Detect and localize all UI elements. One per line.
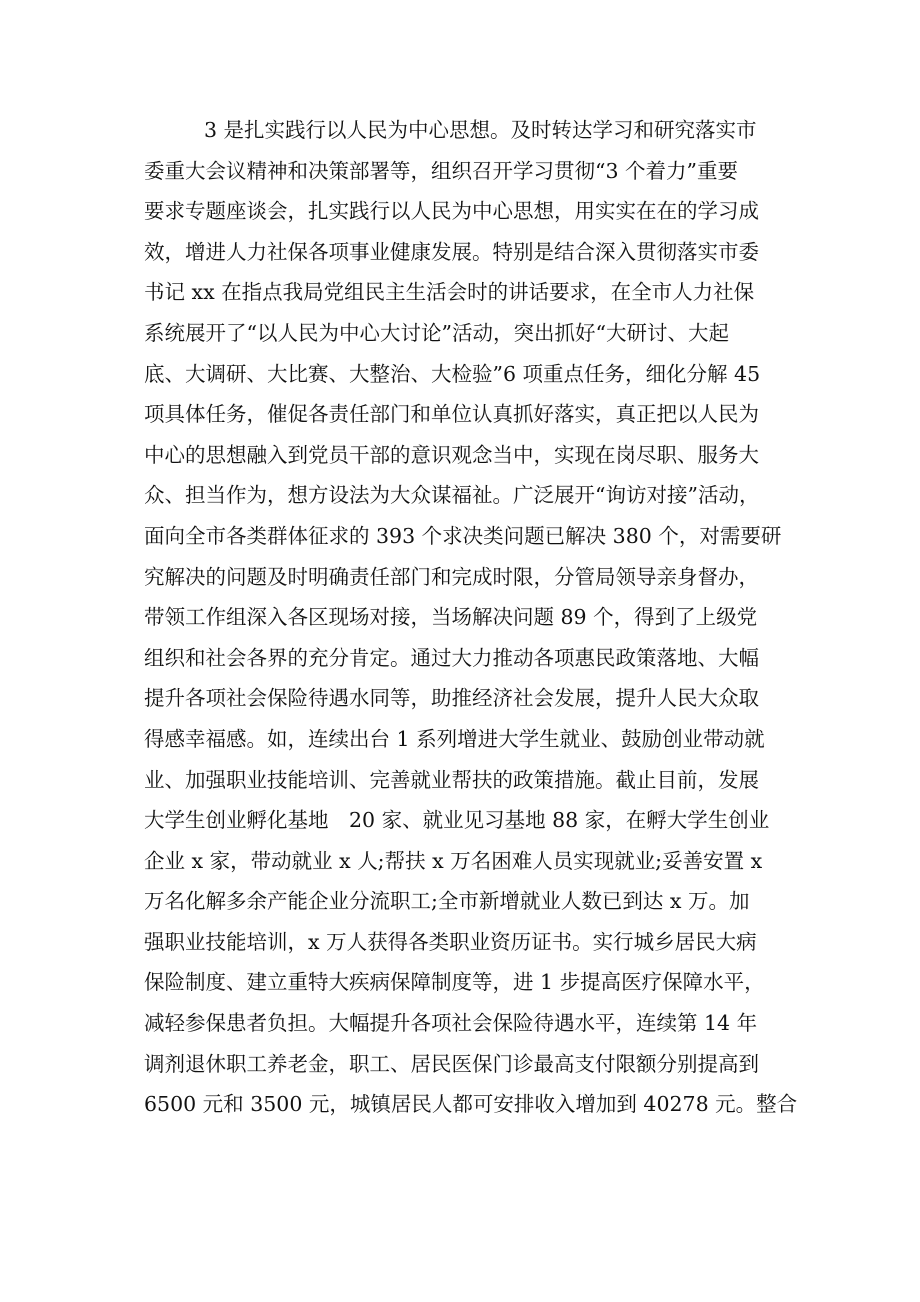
paragraph-line: 企业 x 家，带动就业 x 人;帮扶 x 万名困难人员实现就业;妥善安置 x (144, 848, 763, 873)
paragraph-line: 底、大调研、大比赛、大整治、大检验”6 项重点任务，细化分解 45 (144, 361, 761, 386)
paragraph-line: 效，增进人力社保各项事业健康发展。特别是结合深入贯彻落实市委 (144, 239, 759, 264)
paragraph-line: 面向全市各类群体征求的 393 个求决类问题已解决 380 个，对需要研 (144, 523, 782, 548)
paragraph-line: 众、担当作为，想方设法为大众谋福祉。广泛展开“询访对接”活动， (144, 483, 760, 508)
paragraph-line: 项具体任务，催促各责任部门和单位认真抓好落实，真正把以人民为 (144, 402, 759, 427)
paragraph-line: 中心的思想融入到党员干部的意识观念当中，实现在岗尽职、服务大 (144, 442, 759, 467)
paragraph-line: 大学生创业孵化基地 20 家、就业见习基地 88 家，在孵大学生创业 (144, 808, 770, 833)
paragraph-line: 系统展开了“以人民为中心大讨论”活动，突出抓好“大研讨、大起 (144, 320, 729, 345)
paragraph-line: 带领工作组深入各区现场对接，当场解决问题 89 个，得到了上级党 (144, 605, 758, 630)
paragraph-line: 强职业技能培训，x 万人获得各类职业资历证书。实行城乡居民大病 (144, 929, 757, 954)
paragraph-line: 书记 xx 在指点我局党组民主生活会时的讲话要求，在全市人力社保 (144, 280, 755, 305)
paragraph-line: 委重大会议精神和决策部署等，组织召开学习贯彻“3 个着力”重要 (144, 158, 739, 183)
paragraph-line: 得感幸福感。如，连续出台 1 系列增进大学生就业、鼓励创业带动就 (144, 726, 765, 751)
body-paragraph (144, 110, 798, 1125)
paragraph-line: 组织和社会各界的充分肯定。通过大力推动各项惠民政策落地、大幅 (144, 645, 759, 670)
paragraph-line: 3 是扎实践行以人民为中心思想。及时转达学习和研究落实市 (204, 118, 757, 142)
paragraph-line: 调剂退休职工养老金，职工、居民医保门诊最高支付限额分别提高到 (144, 1051, 759, 1076)
paragraph-line: 提升各项社会保险待遇水同等，助推经济社会发展，提升人民大众取 (144, 686, 759, 711)
paragraph-line: 要求专题座谈会，扎实践行以人民为中心思想，用实实在在的学习成 (144, 199, 759, 224)
paragraph-line: 保险制度、建立重特大疾病保障制度等，进 1 步提高医疗保障水平， (144, 970, 765, 995)
paragraph-line: 6500 元和 3500 元，城镇居民人都可安排收入增加到 40278 元。整合 (144, 1092, 798, 1117)
paragraph-line: 万名化解多余产能企业分流职工;全市新增就业人数已到达 x 万。加 (144, 889, 750, 914)
paragraph-line: 业、加强职业技能培训、完善就业帮扶的政策措施。截止目前，发展 (144, 767, 759, 792)
paragraph-line: 减轻参保患者负担。大幅提升各项社会保险待遇水平，连续第 14 年 (144, 1011, 758, 1036)
paragraph-line: 究解决的问题及时明确责任部门和完成时限，分管局领导亲身督办， (144, 564, 759, 589)
